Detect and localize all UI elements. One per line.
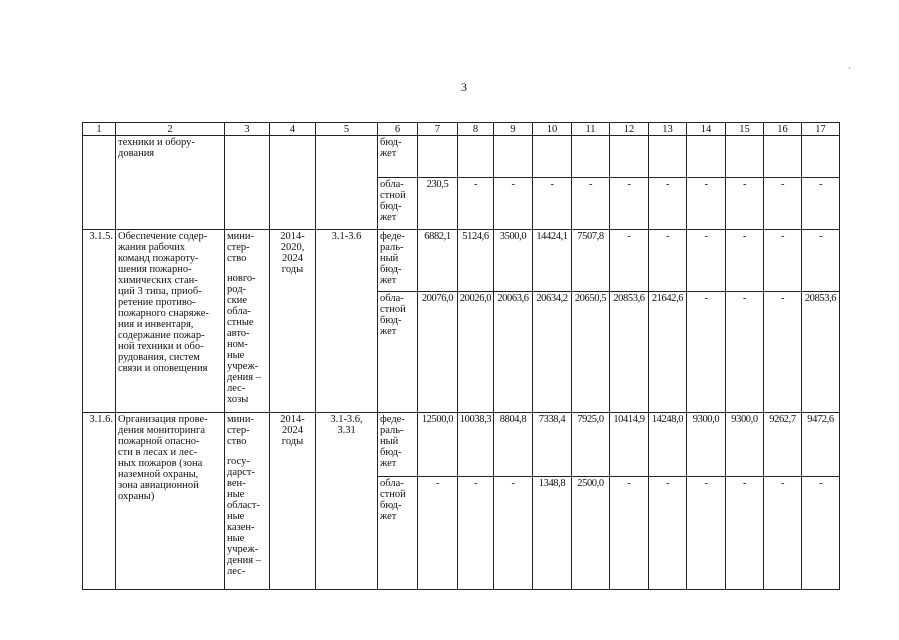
executor-sub: новго- род- ские обла- стные авто- ном- ные учреж- дения – лес- хозы [227,273,261,405]
value-cell: - [764,477,802,590]
item-name: Организация прове- дения мониторинга пожарной опасно- сти в лесах и лес- ных пожаров (зона наземной охраны, зона авиационной охраны) [116,413,225,590]
source-cell: феде- раль- ный бюд- жет [378,413,418,477]
column-number-12: 12 [610,123,649,136]
value-cell: 5124,6 [458,230,494,292]
value-cell: - [610,477,649,590]
column-number-17: 17 [802,123,840,136]
value-cell [610,136,649,178]
value-cell: 20853,6 [610,292,649,413]
value-cell: 3500,0 [494,230,533,292]
value-cell: - [494,477,533,590]
value-cell: 7338,4 [533,413,572,477]
value-cell: 12500,0 [418,413,458,477]
column-number-14: 14 [687,123,726,136]
program-table [82,122,840,590]
value-cell [802,136,840,178]
cont-exec-cell [225,136,270,230]
value-cell: 1348,8 [533,477,572,590]
value-cell: 20063,6 [494,292,533,413]
value-cell: - [726,178,764,230]
column-number-4: 4 [270,123,316,136]
value-cell: - [726,477,764,590]
value-cell: 8804,8 [494,413,533,477]
item-codes: 3.1-3.6, 3.31 [316,413,378,590]
value-cell [533,136,572,178]
value-cell: 7925,0 [572,413,610,477]
item-period: 2014- 2024 годы [270,413,316,590]
value-cell [418,136,458,178]
value-cell: - [458,477,494,590]
value-cell: - [726,292,764,413]
item-period: 2014- 2020, 2024 годы [270,230,316,413]
value-cell: 14248,0 [649,413,687,477]
table-row [83,230,840,292]
column-number-3: 3 [225,123,270,136]
value-cell: - [764,230,802,292]
value-cell: - [533,178,572,230]
column-number-10: 10 [533,123,572,136]
value-cell: - [687,477,726,590]
value-cell: - [764,292,802,413]
value-cell: 9472,6 [802,413,840,477]
item-number: 3.1.6. [83,413,116,590]
column-number-13: 13 [649,123,687,136]
value-cell: 20634,2 [533,292,572,413]
value-cell: - [687,230,726,292]
value-cell: 9300,0 [687,413,726,477]
source-cell: феде- раль- ный бюд- жет [378,230,418,292]
value-cell: 10414,9 [610,413,649,477]
value-cell [726,136,764,178]
value-cell: 20076,0 [418,292,458,413]
cont-period-cell [270,136,316,230]
executor-main: мини- стер- ство [227,414,254,447]
value-cell: - [610,230,649,292]
value-cell: 20650,5 [572,292,610,413]
column-number-11: 11 [572,123,610,136]
source-cell: обла- стной бюд- жет [378,178,418,230]
table-row [83,413,840,477]
column-number-15: 15 [726,123,764,136]
value-cell: 10038,3 [458,413,494,477]
column-number-16: 16 [764,123,802,136]
value-cell: - [687,178,726,230]
value-cell: 6882,1 [418,230,458,292]
value-cell: - [610,178,649,230]
value-cell: - [802,230,840,292]
value-cell: - [726,230,764,292]
column-number-6: 6 [378,123,418,136]
column-number-8: 8 [458,123,494,136]
value-cell: 20026,0 [458,292,494,413]
value-cell [494,136,533,178]
value-cell [649,136,687,178]
page-number: 3 [461,80,467,94]
value-cell [687,136,726,178]
value-cell: 14424,1 [533,230,572,292]
value-cell: - [418,477,458,590]
value-cell: 230,5 [418,178,458,230]
column-number-9: 9 [494,123,533,136]
value-cell: 9300,0 [726,413,764,477]
value-cell [458,136,494,178]
item-codes: 3.1-3.6 [316,230,378,413]
cont-name-cell: техники и обору- дования [116,136,225,230]
column-number-1: 1 [83,123,116,136]
value-cell: - [764,178,802,230]
corner-mark: ` [848,66,851,76]
item-number: 3.1.5. [83,230,116,413]
value-cell: - [649,178,687,230]
source-cell: обла- стной бюд- жет [378,292,418,413]
executor-main: мини- стер- ство [227,231,254,264]
value-cell: - [802,178,840,230]
cont-codes-cell [316,136,378,230]
column-number-7: 7 [418,123,458,136]
value-cell: - [649,230,687,292]
value-cell: - [687,292,726,413]
item-name: Обеспечение содер- жания рабочих команд пожароту- шения пожарно- химических стан- ций 3 типа, приоб- ретение противо- пожарного снаряже- ния и инвентаря, содержание пожар- ной техники и обо- рудования, систем связи и оповещения [116,230,225,413]
item-executor [225,230,270,413]
cont-num-cell [83,136,116,230]
value-cell: 2500,0 [572,477,610,590]
column-number-2: 2 [116,123,225,136]
value-cell: 20853,6 [802,292,840,413]
value-cell: - [572,178,610,230]
column-number-5: 5 [316,123,378,136]
source-cell: обла- стной бюд- жет [378,477,418,590]
item-executor [225,413,270,590]
value-cell: - [494,178,533,230]
value-cell [572,136,610,178]
value-cell: 7507,8 [572,230,610,292]
value-cell [764,136,802,178]
value-cell: - [802,477,840,590]
value-cell: - [649,477,687,590]
source-cell: бюд- жет [378,136,418,178]
executor-sub: госу- дарст- вен- ные област- ные казен- ные учреж- дения – лес- [227,456,261,577]
value-cell: 9262,7 [764,413,802,477]
value-cell: - [458,178,494,230]
column-numbers-row [83,123,840,136]
value-cell: 21642,6 [649,292,687,413]
table-row [83,136,840,178]
